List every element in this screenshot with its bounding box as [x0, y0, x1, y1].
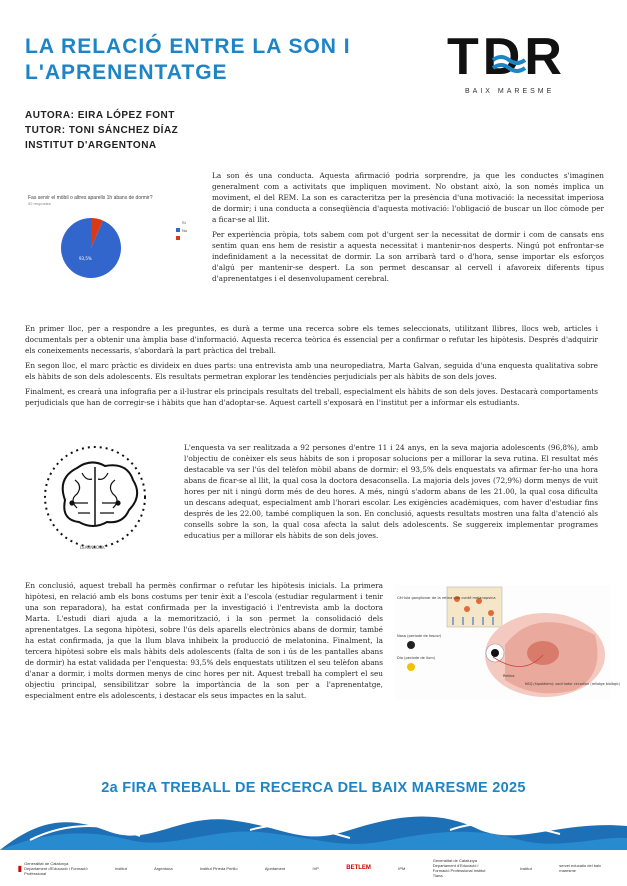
method-paragraph-3: Finalment, es crearà una infografia per a il·lustrar els principals resultats del treball, especialment els hàbits de son dels joves. Destacarà comportaments perjudicials que han de corregir-se i hàbits que han d'adoptar-se. Aquest cartell s'exposarà en l'institut per a informar els estudiants. — [25, 387, 598, 407]
diagram-label-cells: Cèl·lula ganglionar de la retina que conté melanopsina — [397, 596, 496, 600]
legend-swatch-si — [176, 228, 180, 232]
intro-paragraph-2: Per experiència pròpia, tots sabem com pot d'urgent ser la necessitat de dormir i com de cansats ens sentim quan ens hem de resistir a aquesta necessitat i mantenir-nos desperts. Ningú pot enfrontar-se indefinidament a la necessitat de dormir. La son arribarà tard o d'hora, sense importar els esforços d'algú per mantenir-se despert. La son permet descansar al cervell i afavoreix diferents tipus d'aprenentatges i el desenvolupament cerebral. — [212, 230, 604, 283]
legend-no: No — [182, 228, 188, 233]
intro-section — [212, 170, 604, 288]
diagram-label-day: Dia (període de llum) — [397, 656, 436, 660]
survey-chart — [28, 195, 188, 285]
sponsor-logo-9: Generalitat de Catalunya Departament d'Educació i Formació Professional Institut Tiana — [432, 858, 486, 878]
legend-si: Sí — [182, 220, 186, 225]
conclusion-paragraph-1: En conclusió, aquest treball ha permès confirmar o refutar les hipòtesis inicials. La primera hipòtesi, en relació amb els bons costums per tenir èxit a l'escola (estudiar regularment i tenir una son reparadora), ha estat confirmada per la investigació i l'entrevista amb la doctora Marta. L'estudi diari ajuda a la memorització, i la son permet la consolidació dels aprenentatges. La segona hipòtesi, sobre l'ús dels aparells electrònics abans de dormir, també ha estat confirmada, ja que la llum blava inhibeix la producció de melatonina. Finalment, la tercera hipòtesi sobre els mals hàbits dels adolescents (falta de son i ús de les pantalles abans de dormir) ha estat validada per l'enquesta: 93,5% dels enquestats utilitzen el seu telèfon abans d'anar a dormir, i molts dormen menys de cinc hores per nit. Aquest treball ha complert el seu objectiu principal, sensibilitzar sobre la importància de la son per a l'aprenentatge, especialment entre els adolescents, i destacar els seus impactes en la salut. — [25, 581, 383, 700]
sponsor-logo-4: Institut Pineda Perillo — [199, 865, 238, 871]
institute: INSTITUT D'ARGENTONA — [25, 140, 157, 151]
legend-swatch-no — [176, 236, 180, 240]
diagram-label-night: Nosa (període de foscor) — [397, 634, 442, 638]
fair-title: 2a FIRA TREBALL DE RECERCA DEL BAIX MARESME 2025 — [101, 780, 526, 796]
chart-responses: 92 respostes — [28, 201, 51, 206]
author-block — [25, 108, 178, 153]
title-line-1: LA RELACIÓ ENTRE LA SON I — [25, 35, 351, 58]
wave-decoration — [0, 800, 627, 850]
method-paragraph-2: En segon lloc, el marc pràctic es divideix en dues parts: una entrevista amb una neuropediatra, Marta Galvan, seguida d'una enquesta qualitativa sobre els hàbits de son dels adolescents. Els resultats permetran explorar les tendències perjudicials per als hàbits de son dels joves. — [25, 361, 598, 381]
method-paragraph-1: En primer lloc, per a respondre a les preguntes, es durà a terme una recerca sobre els temes seleccionats, utilitzant llibres, llocs web, articles i documentals per a obtenir una àmplia base d'informació. Aquesta recerca teòrica és essencial per a confirmar o refutar les hipòtesis. Després d'adquirir els coneixements necessaris, s'abordarà la part pràctica del treball. — [25, 324, 598, 355]
diagram-label-nsq: NSQ (hipotàlem): oscil·lador circadiari (rellotge biològic) — [525, 682, 621, 686]
brain-caption: LEARNBOOK — [80, 545, 105, 550]
sponsor-logo-5: Ajuntament — [264, 865, 286, 871]
results-paragraph-1: L'enquesta va ser realitzada a 92 persones d'entre 11 i 24 anys, en la seva majoria adolescents (96,8%), amb l'objectiu de conèixer els seus hàbits de son i proposar solucions per a millorar la seva rutina. El resultat més destacable va ser l'ús del telèfon mòbil abans de dormir: el 93,5% dels enquestats va afirmar fer-ho una hora abans de ficar-se al llit, la qual cosa la doctora desaconsella. La majoria dels joves (72,9%) dorm menys de vuit hores per nit i ningú dorm més de deu hores. A més, ningú s'adorm abans de les 21.00, la qual cosa dificulta un descans adequat, especialment amb l'horari escolar. Les exigències acadèmiques, com haver d'estudiar fins després de les 22.00, també compliquen la son. En conclusió, aquests resultats mostren una falta d'atenció als consells sobre la son, la qual cosa afecta la salut dels adolescents. Se suggereix implementar programes educatius per a millorar els hàbits de son dels joves. — [184, 443, 598, 540]
sponsor-logo-1: ▮ Generalitat de Catalunya Departament d'Educació i Formació Professional — [17, 860, 88, 876]
title-line-2: L'APRENENTATGE — [25, 61, 228, 84]
brain-illustration — [30, 445, 160, 555]
sponsor-logo-10: Institut — [520, 865, 532, 871]
results-section — [184, 442, 598, 545]
sponsor-logo-3: Argentona — [154, 865, 173, 871]
chart-title: Fas servir el mòbil o altres aparells 1h abans de dormir? — [28, 195, 153, 201]
logo-subtitle: BAIX MARESME — [465, 88, 555, 95]
author: AUTORA: EIRA LÓPEZ FONT — [25, 110, 175, 121]
circadian-diagram-icon — [395, 585, 621, 700]
tutor: TUTOR: TONI SÁNCHEZ DÍAZ — [25, 125, 179, 136]
brain-icon — [30, 445, 160, 555]
generalitat-icon: ▮ — [17, 863, 23, 873]
conclusion-section — [25, 580, 383, 705]
tdr-logo-text: TDR — [447, 28, 566, 86]
tdr-logo-icon — [445, 30, 585, 90]
wave-icon — [0, 800, 627, 850]
pie-svg — [28, 206, 188, 281]
sponsor-logo-8: IPM — [398, 865, 406, 871]
sponsor-logo-7: BETLEM — [346, 865, 371, 871]
method-section — [25, 323, 598, 412]
sponsors-bar — [0, 850, 627, 886]
circadian-diagram — [395, 585, 621, 700]
pie-label-si: 93,5% — [79, 256, 92, 261]
sponsor-logo-2: Institut — [115, 865, 127, 871]
poster-title — [25, 34, 365, 86]
sponsor-logo-6: IVP — [312, 865, 319, 871]
sponsor-logo-11: servei educatiu del baix maresme — [559, 863, 602, 873]
pie-slice-si — [61, 218, 121, 278]
intro-paragraph-1: La son és una conducta. Aquesta afirmació podria sorprendre, ja que les conductes s'imaginen generalment com a activitats que impliquen moviment. No obstant això, la son només implica un moviment, el del REM. La son es caracteritza per la presència d'una motivació: la necessitat imperiosa de dormir; i una conducta a conseqüència d'aquesta motivació: l'obligació de buscar un lloc còmode per a ficar-se al llit. — [212, 171, 604, 224]
diagram-label-retina: Retina — [503, 674, 515, 678]
